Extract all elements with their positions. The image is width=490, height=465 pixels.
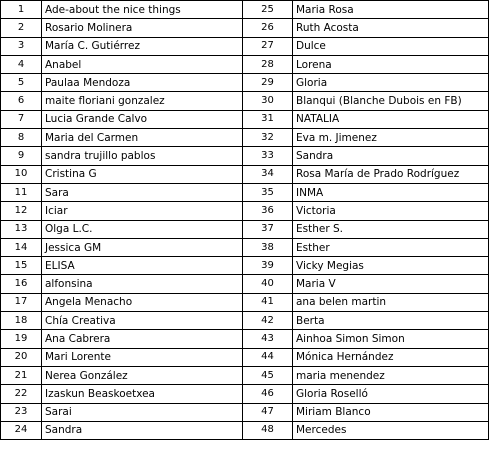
- entry-name: Lucia Grande Calvo: [42, 110, 243, 128]
- entry-name: Anabel: [42, 55, 243, 73]
- entry-number: 29: [243, 74, 293, 92]
- entry-name: Victoria: [293, 202, 489, 220]
- entry-number: 12: [1, 202, 42, 220]
- entry-number: 30: [243, 92, 293, 110]
- table-row: [1, 129, 489, 147]
- entry-number: 33: [243, 147, 293, 165]
- entry-name: Eva m. Jimenez: [293, 129, 489, 147]
- entry-number: 31: [243, 110, 293, 128]
- entry-name: Maria Rosa: [293, 1, 489, 19]
- table-row: [1, 238, 489, 256]
- entry-name: NATALIA: [293, 110, 489, 128]
- entry-name: Lorena: [293, 55, 489, 73]
- entry-name: Gloria Roselló: [293, 385, 489, 403]
- entry-name: Esther: [293, 238, 489, 256]
- entry-name: Sara: [42, 183, 243, 201]
- entry-name: Vicky Megias: [293, 257, 489, 275]
- table-row: [1, 165, 489, 183]
- entry-number: 34: [243, 165, 293, 183]
- entry-name: alfonsina: [42, 275, 243, 293]
- entry-name: Izaskun Beaskoetxea: [42, 385, 243, 403]
- entry-name: Cristina G: [42, 165, 243, 183]
- entry-number: 13: [1, 220, 42, 238]
- entry-number: 28: [243, 55, 293, 73]
- entry-number: 41: [243, 293, 293, 311]
- table-row: [1, 366, 489, 384]
- entry-name: Sandra: [293, 147, 489, 165]
- entry-number: 36: [243, 202, 293, 220]
- entry-number: 38: [243, 238, 293, 256]
- entry-number: 39: [243, 257, 293, 275]
- entry-number: 24: [1, 421, 42, 439]
- entry-number: 35: [243, 183, 293, 201]
- entry-name: Mercedes: [293, 421, 489, 439]
- entry-name: Paulaa Mendoza: [42, 74, 243, 92]
- table-row: [1, 202, 489, 220]
- entry-name: Dulce: [293, 37, 489, 55]
- table-row: [1, 19, 489, 37]
- entry-number: 19: [1, 330, 42, 348]
- entry-name: Ruth Acosta: [293, 19, 489, 37]
- entry-number: 17: [1, 293, 42, 311]
- entry-number: 26: [243, 19, 293, 37]
- entry-name: Jessica GM: [42, 238, 243, 256]
- entry-name: Blanqui (Blanche Dubois en FB): [293, 92, 489, 110]
- table-row: [1, 110, 489, 128]
- entry-number: 3: [1, 37, 42, 55]
- entry-name: Iciar: [42, 202, 243, 220]
- table-row: [1, 385, 489, 403]
- entry-number: 9: [1, 147, 42, 165]
- entry-number: 8: [1, 129, 42, 147]
- table-row: [1, 183, 489, 201]
- table-row: [1, 55, 489, 73]
- entry-number: 20: [1, 348, 42, 366]
- entry-number: 48: [243, 421, 293, 439]
- entry-number: 22: [1, 385, 42, 403]
- table-row: [1, 257, 489, 275]
- table-row: [1, 92, 489, 110]
- entry-name: Mónica Hernández: [293, 348, 489, 366]
- entry-name: Sarai: [42, 403, 243, 421]
- entry-name: Miriam Blanco: [293, 403, 489, 421]
- entry-number: 14: [1, 238, 42, 256]
- entry-number: 11: [1, 183, 42, 201]
- entry-number: 7: [1, 110, 42, 128]
- entry-name: Sandra: [42, 421, 243, 439]
- participants-table-body: [1, 1, 489, 440]
- table-row: [1, 275, 489, 293]
- entry-number: 44: [243, 348, 293, 366]
- table-row: [1, 74, 489, 92]
- entry-name: Esther S.: [293, 220, 489, 238]
- entry-number: 16: [1, 275, 42, 293]
- table-row: [1, 348, 489, 366]
- entry-name: Ana Cabrera: [42, 330, 243, 348]
- table-row: [1, 1, 489, 19]
- entry-number: 1: [1, 1, 42, 19]
- entry-name: Olga L.C.: [42, 220, 243, 238]
- entry-number: 43: [243, 330, 293, 348]
- entry-number: 46: [243, 385, 293, 403]
- entry-number: 40: [243, 275, 293, 293]
- entry-number: 18: [1, 312, 42, 330]
- entry-number: 47: [243, 403, 293, 421]
- entry-number: 4: [1, 55, 42, 73]
- entry-name: Mari Lorente: [42, 348, 243, 366]
- entry-name: ana belen martin: [293, 293, 489, 311]
- entry-name: Maria del Carmen: [42, 129, 243, 147]
- table-row: [1, 421, 489, 439]
- entry-name: Ainhoa Simon Simon: [293, 330, 489, 348]
- entry-number: 45: [243, 366, 293, 384]
- entry-number: 5: [1, 74, 42, 92]
- entry-number: 37: [243, 220, 293, 238]
- entry-name: INMA: [293, 183, 489, 201]
- entry-number: 25: [243, 1, 293, 19]
- entry-name: maria menendez: [293, 366, 489, 384]
- entry-name: Nerea González: [42, 366, 243, 384]
- entry-name: Gloria: [293, 74, 489, 92]
- entry-name: Rosario Molinera: [42, 19, 243, 37]
- table-row: [1, 293, 489, 311]
- entry-name: Berta: [293, 312, 489, 330]
- entry-number: 10: [1, 165, 42, 183]
- entry-name: Chía Creativa: [42, 312, 243, 330]
- entry-name: Angela Menacho: [42, 293, 243, 311]
- entry-name: Ade-about the nice things: [42, 1, 243, 19]
- table-row: [1, 330, 489, 348]
- entry-name: Maria V: [293, 275, 489, 293]
- table-row: [1, 37, 489, 55]
- entry-number: 2: [1, 19, 42, 37]
- entry-name: sandra trujillo pablos: [42, 147, 243, 165]
- entry-number: 23: [1, 403, 42, 421]
- entry-number: 6: [1, 92, 42, 110]
- entry-number: 27: [243, 37, 293, 55]
- entry-number: 15: [1, 257, 42, 275]
- entry-name: Rosa María de Prado Rodríguez: [293, 165, 489, 183]
- entry-name: María C. Gutiérrez: [42, 37, 243, 55]
- entry-number: 32: [243, 129, 293, 147]
- table-row: [1, 312, 489, 330]
- entry-number: 42: [243, 312, 293, 330]
- entry-number: 21: [1, 366, 42, 384]
- table-row: [1, 220, 489, 238]
- entry-name: ELISA: [42, 257, 243, 275]
- table-row: [1, 403, 489, 421]
- table-row: [1, 147, 489, 165]
- entry-name: maite floriani gonzalez: [42, 92, 243, 110]
